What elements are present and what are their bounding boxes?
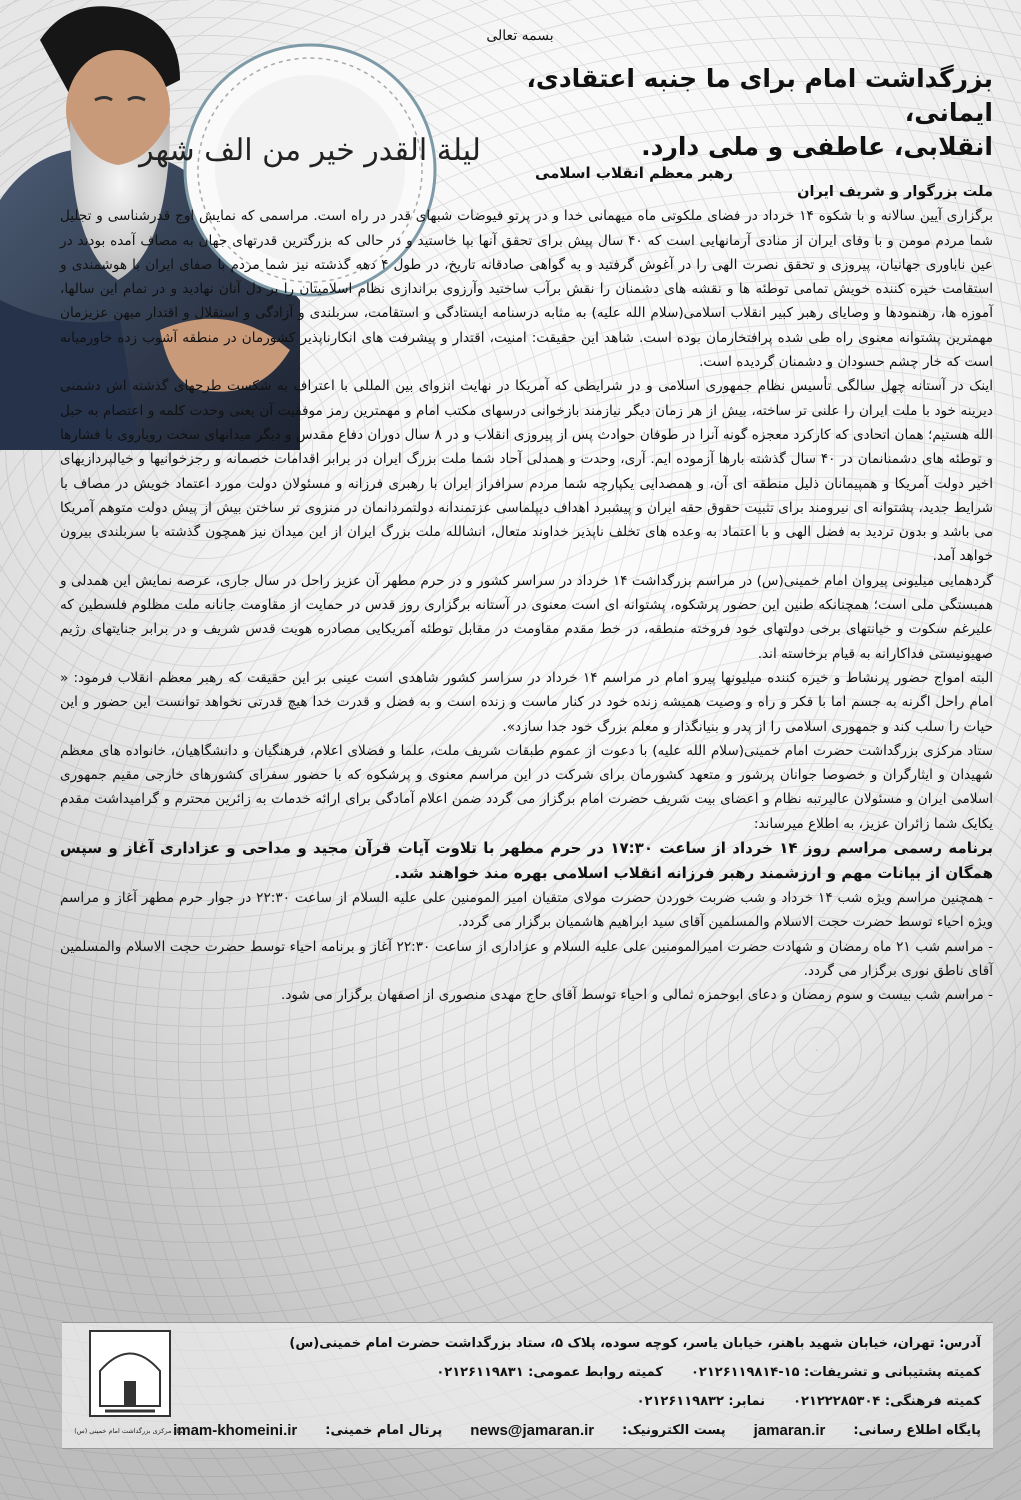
email-link[interactable]: news@jamaran.ir [470, 1422, 595, 1439]
program-announcement: برنامه رسمی مراسم روز ۱۴ خرداد از ساعت ۱۷:۳۰ در حرم مطهر با تلاوت آیات قرآن مجید و مداحی و عزاداری آغاز و سپس همگان از بیانات مهم و ارزشمند رهبر فرزانه انقلاب اسلامی بهره مند خواهند شد. [60, 839, 993, 883]
portal-label: پرتال امام خمینی: [325, 1423, 443, 1438]
paragraph-2: اینک در آستانه چهل سالگی تأسیس نظام جمهوری اسلامی و در شرایطی که آمریکا در نهایت انزوای بین المللی با اعتراف به شکست طرحهای گذشته اش دشمنی دیرینه خود با ملت ایران را علنی تر ساخته، بیش از هر زمان دیگر نیازمند بازخوانی درسهای مکتب امام و مهمترین رمز موفقیت آن یعنی وحدت کلمه و اعتصام به حبل الله هستیم؛ همان اتحادی که کارکرد معجزه گونه آنرا در طوفان حوادث پس از پیروزی انقلاب و در ۸ سال دوران دفاع مقدس و دیگر میدانهای سخت رویاروی با فشارها و توطئه های دشمنانمان در ۴۰ سال گذشته بارها آزموده ایم. آری، وحدت و همدلی آحاد شما ملت بزرگ ایران در برابر اقدامات خصمانه و رجزخوانیها و خیالپردازیهای اخیر دولت آمریکا و همپیمانان ذلیل منطقه ای آن، و همصدایی یکپارچه شما مردم سرافراز ایران با رهبری فرزانه و مسئولان دولت مورد اعتماد خویش در مصاف با شرایط جدید، پشتوانه ای نیرومند برای تثبیت حقوق حقه ایران و پیشبرد اهداف دیپلماسی عزتمندانه دولتمردانمان در منزوی تر ساختن بیش از پیش دولت متوهم آمریکا می باشد و بدون تردید به فضل الهی و با اعتماد به وعده های تخلف ناپذیر خداوند متعال، انشالله ملت بزرگ ایران از این میدان نیز همچون گذشته با سربلندی بیرون خواهد آمد. [60, 378, 993, 565]
calligraphy-text: لیلة القدر خیر من الف شهر [139, 133, 481, 168]
portal-link[interactable]: imam-khomeini.ir [173, 1422, 298, 1439]
svg-text:بسمه تعالی: بسمه تعالی [486, 28, 554, 44]
site-label: پایگاه اطلاع رسانی: [853, 1423, 981, 1438]
headline-attribution: رهبر معظم انقلاب اسلامی [534, 164, 733, 182]
logo-caption: ستاد مرکزی بزرگداشت امام خمینی (س) [74, 1427, 186, 1435]
program-item-1: - همچنین مراسم ویژه شب ۱۴ خرداد و شب ضربت خوردن حضرت مولای متقیان امیر المومنین علی علیه السلام از ساعت ۲۲:۳۰ در جوار حرم مطهر آغاز و مراسم ویژه احیاء توسط حضرت حجت الاسلام والمسلمین آقای سید ابراهیم هاشمیان برگزار می گردد. [60, 890, 993, 931]
fax-number: نمابر: ۰۲۱۲۶۱۱۹۸۳۲ [636, 1394, 766, 1409]
support-committee: کمیته پشتیبانی و تشریفات: ۱۵-۰۲۱۲۶۱۱۹۸۱۴ [690, 1365, 981, 1380]
program-item-3: - مراسم شب بیست و سوم رمضان و دعای ابوحمزه ثمالی و احیاء توسط آقای حاج مهدی منصوری از اصفهان برگزار می شود. [281, 987, 993, 1004]
paragraph-4: البته امواج حضور پرنشاط و خیره کننده میلیونها پیرو امام در مراسم ۱۴ خرداد در سراسر کشور شاهدی است عینی بر این حقیقت که رهبر معظم انقلاب فرمود: « امام راحل اگرنه به جسم اما با فکر و راه و وصیت همیشه زنده خود در کنار ماست و زنده است و به فضل و قدرت خدا هیچ قدرتی نخواهد توانست این حضور و این حیات را سلب کند و جمهوری اسلامی را از پدر و بنیانگذار و معلم بزرگ خود جدا سازد». [60, 669, 993, 735]
contact-footer [62, 1322, 993, 1449]
bismillah-calligraphy [486, 5, 554, 60]
headquarters-logo [74, 1326, 186, 1441]
paragraph-1: برگزاری آیین سالانه و با شکوه ۱۴ خرداد در فضای ملکوتی ماه میهمانی خدا و در پرتو فیوضات شبهای قدر در راه است. مراسمی که نمایش اوج قدرشناسی و تجلیل شما مردم مومن و با وفای ایران از منادی آرمانهایی است که ۴۰ سال پیش برای تحقق آنها بپا خاستید و در حالی که بزرگترین قدرتهای جهان به مصاف آمده بودند در عین ناباوری جهانیان، پیروزی و تحقق نصرت الهی را در آغوش گرفتید و به گواهی صادقانه تاریخ، در طول ۴ دهه گذشته نیز شما مردم با صفای ایران با هوشمندی و استقامت خیره کننده خویش تمامی توطئه ها و نقشه های دشمنان را نقش برآب ساختید وآرزوی براندازی نظام اسلامیتان را بر دل آنان نهادید و در تمام این سالها، آموزه ها، رهنمودها و وصایای رهبر کبیر انقلاب اسلامی(سلام الله علیه) به مثابه درسنامه ایستادگی و استقامت، سربلندی و آزادگی و استقلال و اقتدار میهن عزیزمان مهمترین پشتوانه معنوی راه طی شده پرافتخارمان بوده است. شاهد این حقیقت: امنیت، اقتدار و پیشرفت های انکارناپذیر کشورمان در منطقه آشوب زده خاورمیانه است که خار چشم حسودان و دشمنان گردیده است. [60, 208, 994, 371]
salutation: ملت بزرگوار و شریف ایران [797, 184, 993, 200]
statement-body [60, 180, 993, 1008]
paragraph-3: گردهمایی میلیونی پیروان امام خمینی(س) در مراسم بزرگداشت ۱۴ خرداد در سراسر کشور و در حرم مطهر آن عزیز راحل در سال جاری، عرصه نمایش این همدلی و همبستگی ملی است؛ همچنانکه طنین این حضور پرشکوه، پشتوانه ای است معنوی در آستانه برگزاری روز قدس در حمایت از مقاومت جانانه ملت مظلوم فلسطین که علیرغم سکوت و خیانتهای برخی دولتهای خود فروخته منطقه، در خط مقدم مقاومت در مقابل توطئه آمریکایی مصادره هویت قدس شریف و در برابر جنایتهای رژیم صهیونیستی فداکارانه به قیام برخاسته اند. [60, 572, 993, 662]
email-label: پست الکترونیک: [622, 1423, 726, 1438]
headline-block [433, 62, 993, 182]
address-text: آدرس: تهران، خیابان شهید باهنر، خیابان یاسر، کوچه سوده، پلاک ۵، ستاد بزرگداشت حضرت امام خمینی(س) [289, 1336, 981, 1351]
headline-line-1: بزرگداشت امام برای ما جنبه اعتقادی، ایمانی، [526, 64, 993, 127]
culture-committee: کمیته فرهنگی: ۰۲۱۲۲۲۸۵۳۰۴ [793, 1394, 981, 1409]
headline-line-2: انقلابی، عاطفی و ملی دارد. [641, 132, 993, 161]
program-item-2: - مراسم شب ۲۱ ماه رمضان و شهادت حضرت امیرالمومنین علی علیه السلام و عزاداری از ساعت ۲۲:۳۰ آغاز و برنامه احیاء توسط حضرت حجت الاسلام والمسلمین آقای ناطق نوری برگزار می گردد. [60, 938, 993, 979]
paragraph-5: ستاد مرکزی بزرگداشت حضرت امام خمینی(سلام الله علیه) با دعوت از عموم طبقات شریف ملت، علما و فضلای اعلام، فرهنگیان و دانشگاهیان، خانواده های معظم شهیدان و ایثارگران و خصوصا جوانان پرشور و متعهد کشورمان برای شرکت در این مراسم معنوی و پرشکوه که با حضور سفرای کشورهای خارجی مقیم جمهوری اسلامی ایران و مسئولان عالیرتبه نظام و اعضای بیت شریف حضرت امام برگزار می گردد ضمن اعلام آمادگی برای ارائه خدمات به زائرین محترم و گرامیداشت مقدم یکایک شما زائران عزیز، به اطلاع میرساند: [60, 742, 993, 832]
site-link[interactable]: jamaran.ir [753, 1422, 826, 1439]
pr-committee: کمیته روابط عمومی: ۰۲۱۲۶۱۱۹۸۳۱ [436, 1365, 663, 1380]
